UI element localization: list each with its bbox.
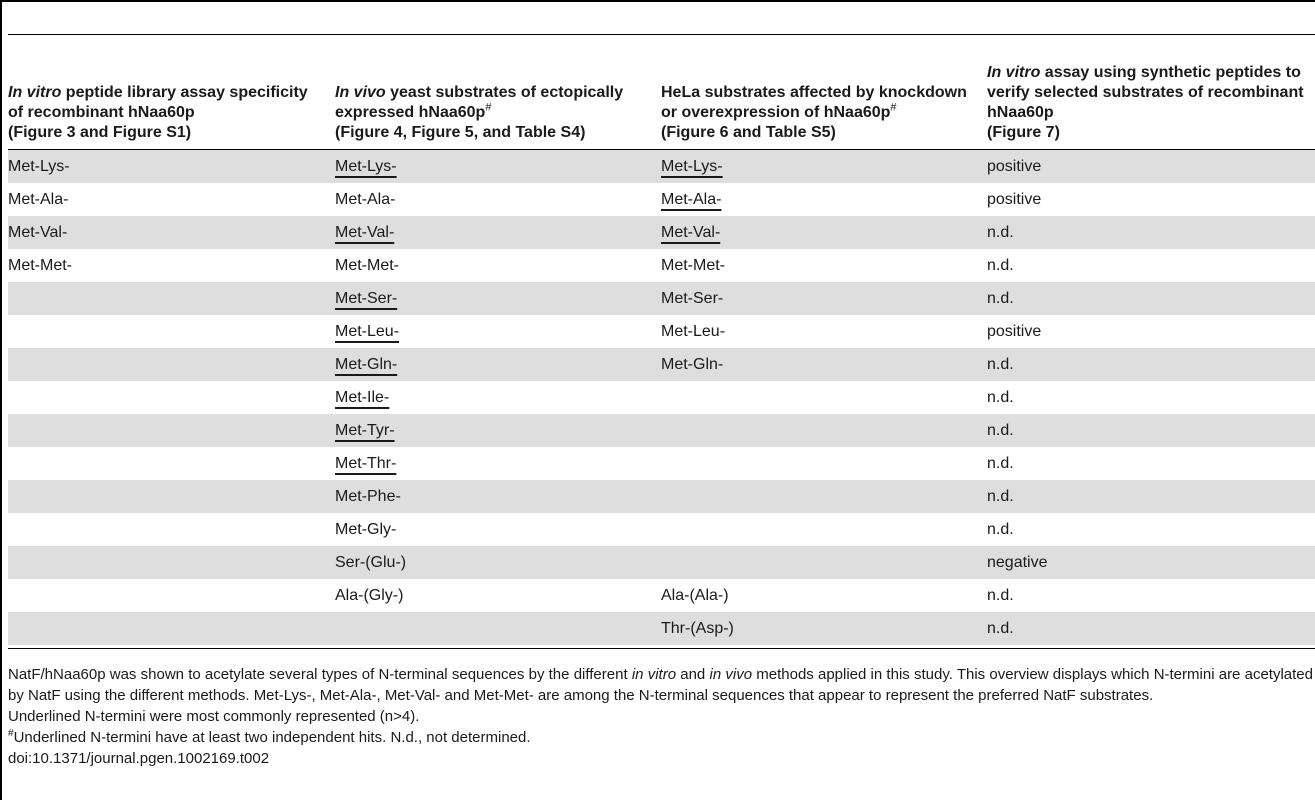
- cell-synthetic-assay: [987, 216, 1014, 249]
- footnote-summary-b: and: [676, 666, 710, 683]
- cell-library-assay: [8, 249, 72, 282]
- cell-synthetic-assay-text: n.d.: [987, 455, 1014, 472]
- table-row: [8, 414, 1315, 447]
- table-row: [8, 183, 1315, 216]
- cell-library-assay-text: Met-Lys-: [8, 158, 70, 175]
- cell-yeast-substrate: [335, 183, 395, 216]
- header-col-4-ref: (Figure 7): [987, 124, 1060, 141]
- table-row: [8, 381, 1315, 414]
- header-col-3-ref: (Figure 6 and Table S5): [661, 124, 836, 141]
- header-col-3: [661, 83, 971, 143]
- cell-yeast-substrate-text: Ser-(Glu-): [335, 554, 407, 571]
- header-col-1-text: peptide library assay specificity of recombinant hNaa60p: [8, 84, 308, 121]
- cell-hela-substrate: [661, 315, 725, 348]
- table-row: [8, 249, 1315, 282]
- header-col-1: [8, 83, 308, 143]
- cell-yeast-substrate: [335, 348, 397, 381]
- cell-hela-substrate: [661, 150, 723, 183]
- table-row: [8, 546, 1315, 579]
- cell-yeast-substrate-text: Met-Leu-: [335, 323, 400, 340]
- cell-yeast-substrate-text: Met-Tyr-: [335, 422, 395, 439]
- table-row: [8, 150, 1315, 183]
- header-col-4-italic: In vitro: [987, 64, 1041, 81]
- cell-yeast-substrate: [335, 216, 394, 249]
- cell-library-assay: [8, 150, 70, 183]
- cell-synthetic-assay: [987, 546, 1048, 579]
- header-col-4: [987, 63, 1307, 143]
- cell-library-assay: [8, 183, 68, 216]
- cell-synthetic-assay-text: n.d.: [987, 389, 1014, 406]
- cell-hela-substrate: [661, 216, 720, 249]
- header-col-4-text: assay using synthetic peptides to verify selected substrates of recombinant hNaa60p: [987, 64, 1304, 121]
- cell-synthetic-assay: [987, 447, 1014, 480]
- cell-synthetic-assay-text: n.d.: [987, 521, 1014, 538]
- footnote-hash: [8, 727, 1313, 748]
- cell-synthetic-assay-text: n.d.: [987, 620, 1014, 637]
- cell-yeast-substrate-text: Met-Met-: [335, 257, 399, 274]
- bottom-rule: [8, 648, 1315, 649]
- cell-hela-substrate-text: Met-Lys-: [661, 158, 723, 175]
- cell-synthetic-assay: [987, 150, 1041, 183]
- cell-hela-substrate-text: Met-Ser-: [661, 290, 724, 307]
- cell-synthetic-assay: [987, 480, 1014, 513]
- cell-yeast-substrate-text: Met-Thr-: [335, 455, 397, 472]
- cell-yeast-substrate-text: Met-Gln-: [335, 356, 398, 373]
- cell-synthetic-assay-text: n.d.: [987, 257, 1014, 274]
- cell-yeast-substrate-text: Ala-(Gly-): [335, 587, 404, 604]
- cell-library-assay-text: Met-Val-: [8, 224, 68, 241]
- cell-synthetic-assay-text: n.d.: [987, 290, 1014, 307]
- cell-library-assay-text: Met-Met-: [8, 257, 72, 274]
- cell-synthetic-assay-text: positive: [987, 323, 1042, 340]
- cell-yeast-substrate-text: Met-Phe-: [335, 488, 401, 505]
- cell-synthetic-assay: [987, 315, 1041, 348]
- footnote-underline: Underlined N-termini were most commonly represented (n>4).: [8, 708, 420, 725]
- cell-hela-substrate-text: Met-Met-: [661, 257, 725, 274]
- cell-yeast-substrate-text: Met-Ala-: [335, 191, 396, 208]
- cell-library-assay: [8, 216, 67, 249]
- cell-hela-substrate: [661, 183, 721, 216]
- footnote-summary-italic-2: in vivo: [709, 666, 753, 683]
- cell-hela-substrate-text: Thr-(Asp-): [661, 620, 734, 637]
- cell-synthetic-assay: [987, 348, 1014, 381]
- footnote-hash-text: Underlined N-termini have at least two independent hits. N.d., not determined.: [13, 729, 531, 746]
- cell-hela-substrate-text: Met-Leu-: [661, 323, 726, 340]
- cell-yeast-substrate: [335, 282, 397, 315]
- cell-synthetic-assay: [987, 381, 1014, 414]
- header-col-2-sup: #: [485, 101, 492, 114]
- footnote-summary-c: methods applied in this study. This overview displays which N-termini are acetylated by NatF using the different methods. Met-Lys-, Met-Ala-, Met-Val- and Met-Met- are among the N-terminal sequences that appear to represent the preferred NatF substrates.: [8, 666, 1313, 704]
- top-rule: [2, 0, 1315, 2]
- header-col-1-ref: (Figure 3 and Figure S1): [8, 124, 192, 141]
- header-col-2: [335, 83, 650, 143]
- cell-yeast-substrate: [335, 249, 399, 282]
- table-row: [8, 612, 1315, 645]
- table-row: [8, 447, 1315, 480]
- cell-synthetic-assay-text: n.d.: [987, 224, 1014, 241]
- table-row: [8, 282, 1315, 315]
- header-col-2-ref: (Figure 4, Figure 5, and Table S4): [335, 124, 586, 141]
- table-row: [8, 579, 1315, 612]
- table-body: [8, 150, 1315, 645]
- cell-synthetic-assay: [987, 282, 1014, 315]
- cell-hela-substrate-text: Met-Ala-: [661, 191, 722, 208]
- table-row: [8, 315, 1315, 348]
- footnote-hash-sup: #: [8, 728, 14, 739]
- cell-hela-substrate: [661, 282, 723, 315]
- cell-synthetic-assay: [987, 612, 1014, 645]
- footnote-summary: [8, 664, 1313, 706]
- table-header: [8, 35, 1315, 149]
- header-col-3-text: HeLa substrates affected by knockdown or overexpression of hNaa60p: [661, 84, 967, 121]
- cell-synthetic-assay: [987, 579, 1014, 612]
- cell-synthetic-assay-text: n.d.: [987, 356, 1014, 373]
- cell-yeast-substrate-text: Met-Val-: [335, 224, 395, 241]
- cell-synthetic-assay-text: positive: [987, 191, 1042, 208]
- header-col-2-italic: In vivo: [335, 84, 386, 101]
- cell-synthetic-assay-text: n.d.: [987, 587, 1014, 604]
- cell-synthetic-assay-text: n.d.: [987, 422, 1014, 439]
- header-col-3-sup: #: [890, 101, 897, 114]
- table-row: [8, 348, 1315, 381]
- table-row: [8, 480, 1315, 513]
- cell-synthetic-assay: [987, 414, 1014, 447]
- table-row: [8, 216, 1315, 249]
- cell-synthetic-assay-text: n.d.: [987, 488, 1014, 505]
- cell-yeast-substrate-text: Met-Ser-: [335, 290, 398, 307]
- cell-yeast-substrate: [335, 579, 403, 612]
- cell-hela-substrate-text: Met-Val-: [661, 224, 721, 241]
- table-footnotes: [8, 664, 1313, 769]
- footnote-doi: doi:10.1371/journal.pgen.1002169.t002: [8, 750, 270, 767]
- cell-synthetic-assay: [987, 513, 1014, 546]
- cell-synthetic-assay: [987, 249, 1014, 282]
- cell-yeast-substrate: [335, 513, 396, 546]
- cell-yeast-substrate-text: Met-Ile-: [335, 389, 390, 406]
- footnote-summary-italic-1: in vitro: [631, 666, 677, 683]
- cell-hela-substrate: [661, 579, 729, 612]
- cell-yeast-substrate: [335, 315, 399, 348]
- cell-yeast-substrate: [335, 414, 395, 447]
- cell-yeast-substrate: [335, 150, 397, 183]
- cell-hela-substrate-text: Met-Gln-: [661, 356, 724, 373]
- cell-yeast-substrate: [335, 546, 406, 579]
- cell-synthetic-assay-text: negative: [987, 554, 1048, 571]
- cell-yeast-substrate-text: Met-Lys-: [335, 158, 397, 175]
- cell-hela-substrate-text: Ala-(Ala-): [661, 587, 729, 604]
- header-col-1-italic: In vitro: [8, 84, 62, 101]
- cell-hela-substrate: [661, 612, 734, 645]
- cell-hela-substrate: [661, 348, 723, 381]
- cell-synthetic-assay-text: positive: [987, 158, 1042, 175]
- cell-hela-substrate: [661, 249, 725, 282]
- cell-synthetic-assay: [987, 183, 1041, 216]
- cell-yeast-substrate: [335, 381, 389, 414]
- footnote-summary-a: NatF/hNaa60p was shown to acetylate several types of N-terminal sequences by the different: [8, 666, 632, 683]
- cell-yeast-substrate-text: Met-Gly-: [335, 521, 397, 538]
- cell-library-assay-text: Met-Ala-: [8, 191, 69, 208]
- cell-yeast-substrate: [335, 447, 396, 480]
- header-col-2-text: yeast substrates of ectopically expressed hNaa60p: [335, 84, 624, 121]
- cell-yeast-substrate: [335, 480, 401, 513]
- table-row: [8, 513, 1315, 546]
